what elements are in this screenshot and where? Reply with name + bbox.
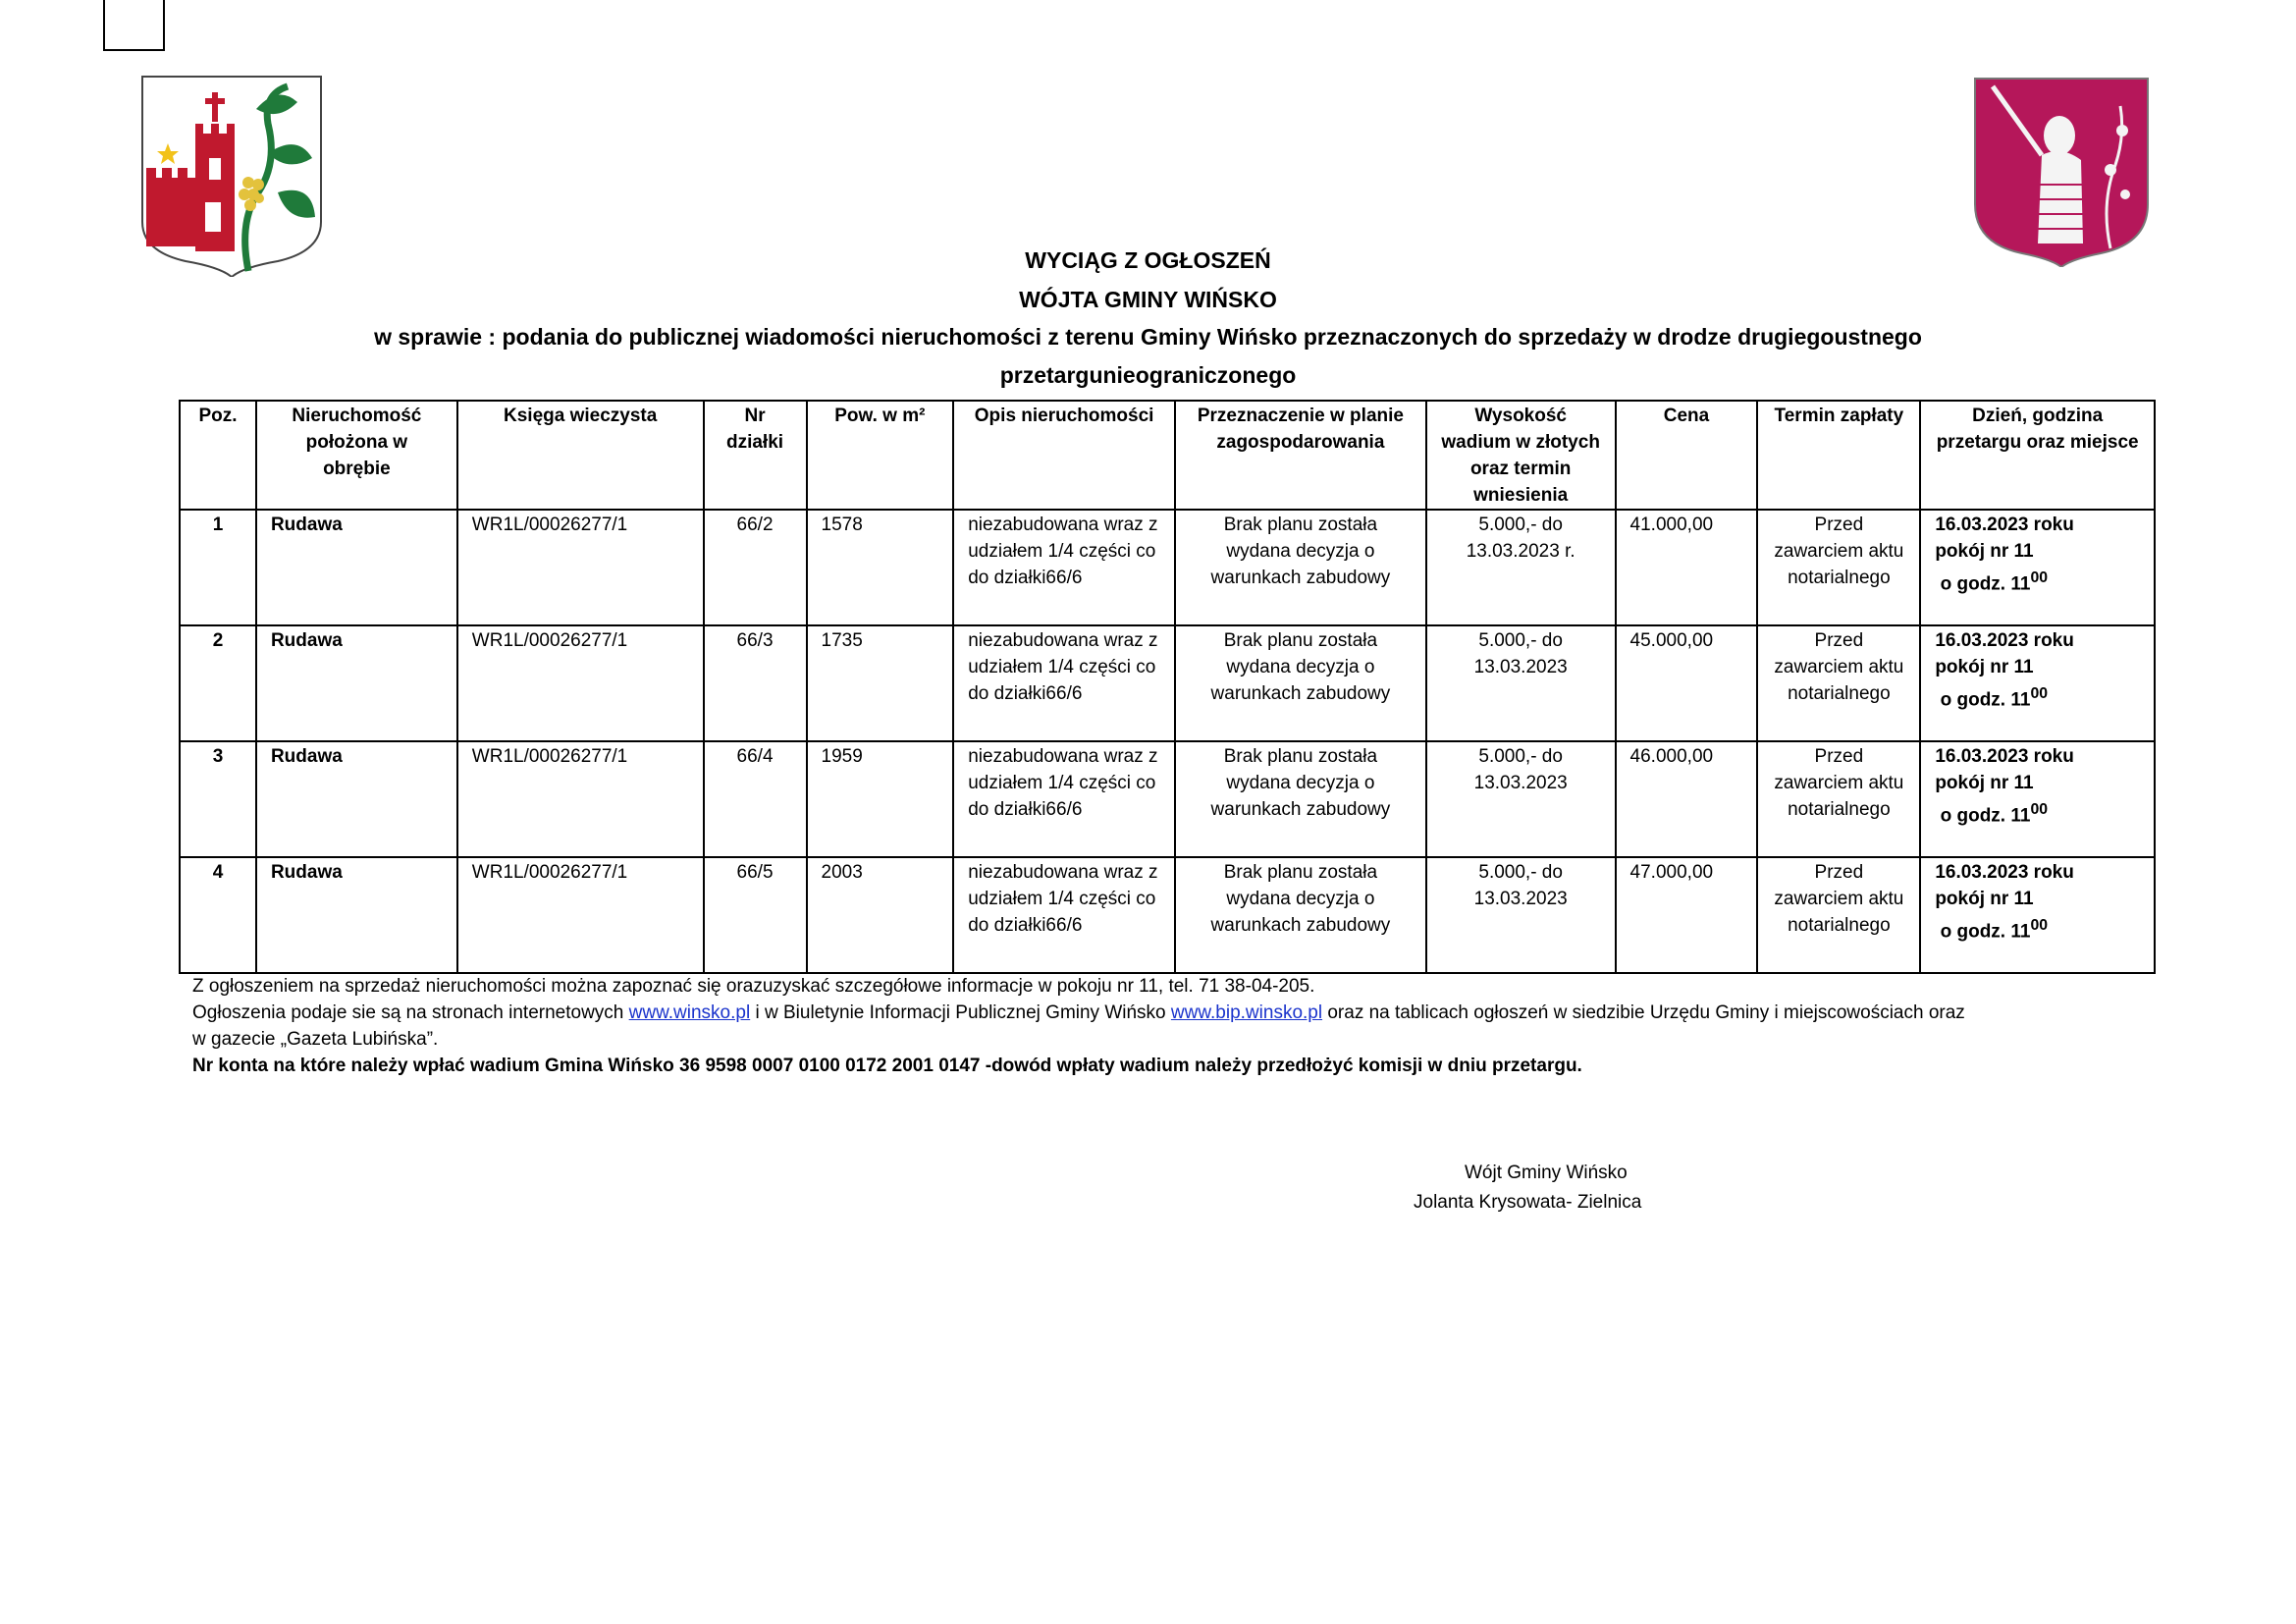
cell-termin: Przed zawarciem aktu notarialnego — [1757, 857, 1920, 973]
cell-powierzchnia: 2003 — [807, 857, 954, 973]
document-subject-line1: w sprawie : podania do publicznej wiadomości nieruchomości z terenu Gminy Wińsko przeznaczonych do sprzedaży w drodze drugiegoustnego — [374, 324, 1922, 350]
cell-dzien — [1920, 625, 2155, 741]
header-ksiega: Księga wieczysta — [457, 401, 704, 510]
header-powierzchnia: Pow. w m² — [807, 401, 954, 510]
cell-powierzchnia: 1959 — [807, 741, 954, 857]
header-nr-dzialki: Nr działki — [704, 401, 807, 510]
header-wadium: Wysokość wadium w złotych oraz termin wniesienia — [1426, 401, 1616, 510]
cell-dzien — [1920, 510, 2155, 625]
cell-poz: 4 — [180, 857, 256, 973]
notes-info-line: Z ogłoszeniem na sprzedaż nieruchomości można zapoznać się orazuzyskać szczegółowe informacje w pokoju nr 11, tel. 71 38-04-205. — [192, 976, 1315, 997]
auction-date: 16.03.2023 roku — [1935, 514, 2074, 535]
cell-obreb: Rudawa — [256, 857, 457, 973]
signature-block — [1414, 1159, 1641, 1218]
cell-termin: Przed zawarciem aktu notarialnego — [1757, 625, 1920, 741]
auction-time: o godz. $11^{00}$ — [1940, 569, 2049, 595]
cell-poz: 3 — [180, 741, 256, 857]
cell-poz: 2 — [180, 625, 256, 741]
cell-wadium: 5.000,- do 13.03.2023 r. — [1426, 510, 1616, 625]
cell-opis: niezabudowana wraz z udziałem 1/4 części co do działki66/6 — [953, 857, 1175, 973]
cell-ksiega: WR1L/00026277/1 — [457, 741, 704, 857]
cell-opis: niezabudowana wraz z udziałem 1/4 części co do działki66/6 — [953, 741, 1175, 857]
notes-section — [192, 973, 2156, 1079]
cell-przeznaczenie: Brak planu została wydana decyzja o warunkach zabudowy — [1175, 741, 1426, 857]
cell-przeznaczenie: Brak planu została wydana decyzja o warunkach zabudowy — [1175, 625, 1426, 741]
cell-termin: Przed zawarciem aktu notarialnego — [1757, 741, 1920, 857]
notes-bank-account-line: Nr konta na które należy wpłać wadium Gmina Wińsko 36 9598 0007 0100 0172 2001 0147 -dowód wpłaty wadium należy przedłożyć komisji w dniu przetargu. — [192, 1056, 1582, 1076]
auction-room: pokój nr 11 — [1935, 773, 2034, 793]
signature-title: Wójt Gminy Wińsko — [1465, 1163, 1628, 1183]
cell-cena: 46.000,00 — [1616, 741, 1758, 857]
cell-nr-dzialki: 66/3 — [704, 625, 807, 741]
header-dzien: Dzień, godzina przetargu oraz miejsce — [1920, 401, 2155, 510]
document-title-line2: WÓJTA GMINY WIŃSKO — [1019, 287, 1277, 312]
header-opis: Opis nieruchomości — [953, 401, 1175, 510]
header-poz: Poz. — [180, 401, 256, 510]
auction-time: o godz. $11^{00}$ — [1940, 917, 2049, 943]
document-subject-line2: przetargunieograniczonego — [999, 362, 1297, 388]
cell-nr-dzialki: 66/4 — [704, 741, 807, 857]
cell-cena: 41.000,00 — [1616, 510, 1758, 625]
notes-gazette-line: w gazecie „Gazeta Lubińska”. — [192, 1029, 439, 1050]
document-title-line1: WYCIĄG Z OGŁOSZEŃ — [1025, 247, 1271, 273]
cell-wadium: 5.000,- do 13.03.2023 — [1426, 741, 1616, 857]
header-cena: Cena — [1616, 401, 1758, 510]
cell-cena: 45.000,00 — [1616, 625, 1758, 741]
coat-of-arms-right-icon — [1973, 77, 2150, 267]
notes-publication-line: Ogłoszenia podaje sie są na stronach internetowych www.winsko.pl i w Biuletynie Informacji Publicznej Gminy Wińsko www.bip.winsko.pl oraz na tablicach ogłoszeń w siedzibie Urzędu Gminy i miejscowościach oraz — [192, 1002, 1965, 1023]
cell-nr-dzialki: 66/2 — [704, 510, 807, 625]
cell-nr-dzialki: 66/5 — [704, 857, 807, 973]
cell-dzien — [1920, 741, 2155, 857]
auction-date: 16.03.2023 roku — [1935, 630, 2074, 651]
cell-obreb: Rudawa — [256, 741, 457, 857]
table-header-row — [180, 401, 2155, 510]
cell-opis: niezabudowana wraz z udziałem 1/4 części co do działki66/6 — [953, 510, 1175, 625]
auction-time: o godz. $11^{00}$ — [1940, 685, 2049, 711]
cell-cena: 47.000,00 — [1616, 857, 1758, 973]
auction-time: o godz. $11^{00}$ — [1940, 801, 2049, 827]
cell-ksiega: WR1L/00026277/1 — [457, 510, 704, 625]
table-row — [180, 510, 2155, 625]
auction-room: pokój nr 11 — [1935, 541, 2034, 562]
cell-opis: niezabudowana wraz z udziałem 1/4 części co do działki66/6 — [953, 625, 1175, 741]
table-row — [180, 625, 2155, 741]
header-nieruchomosc: Nieruchomość położona w obrębie — [256, 401, 457, 510]
cell-ksiega: WR1L/00026277/1 — [457, 857, 704, 973]
cell-ksiega: WR1L/00026277/1 — [457, 625, 704, 741]
header-przeznaczenie: Przeznaczenie w planie zagospodarowania — [1175, 401, 1426, 510]
cell-dzien — [1920, 857, 2155, 973]
auction-room: pokój nr 11 — [1935, 889, 2034, 909]
table-row — [180, 741, 2155, 857]
auction-date: 16.03.2023 roku — [1935, 746, 2074, 767]
cell-powierzchnia: 1578 — [807, 510, 954, 625]
property-listing-table — [179, 400, 2156, 974]
auction-room: pokój nr 11 — [1935, 657, 2034, 677]
cell-obreb: Rudawa — [256, 510, 457, 625]
cell-przeznaczenie: Brak planu została wydana decyzja o warunkach zabudowy — [1175, 857, 1426, 973]
cell-wadium: 5.000,- do 13.03.2023 — [1426, 857, 1616, 973]
cell-poz: 1 — [180, 510, 256, 625]
cell-termin: Przed zawarciem aktu notarialnego — [1757, 510, 1920, 625]
corner-box — [103, 0, 165, 51]
table-row — [180, 857, 2155, 973]
bip-winsko-link[interactable]: www.bip.winsko.pl — [1170, 1002, 1323, 1023]
cell-obreb: Rudawa — [256, 625, 457, 741]
cell-przeznaczenie: Brak planu została wydana decyzja o warunkach zabudowy — [1175, 510, 1426, 625]
cell-powierzchnia: 1735 — [807, 625, 954, 741]
signature-name: Jolanta Krysowata- Zielnica — [1414, 1192, 1642, 1213]
winsko-link[interactable]: www.winsko.pl — [628, 1002, 751, 1023]
auction-date: 16.03.2023 roku — [1935, 862, 2074, 883]
header-termin: Termin zapłaty — [1757, 401, 1920, 510]
cell-wadium: 5.000,- do 13.03.2023 — [1426, 625, 1616, 741]
